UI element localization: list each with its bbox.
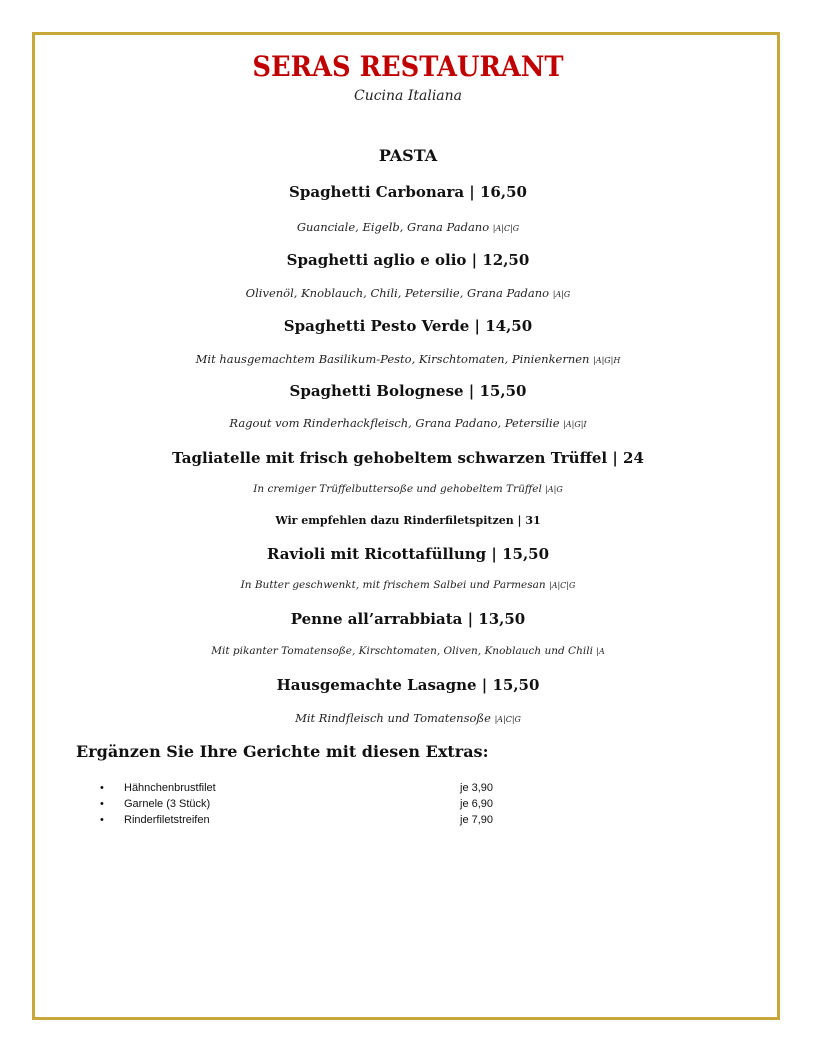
bullet-icon: •: [100, 814, 104, 826]
list-item: [100, 812, 520, 828]
dish-name: Spaghetti aglio e olio | 12,50: [286, 251, 530, 269]
extra-price: je 6,90: [460, 798, 494, 810]
dish-description: Olivenöl, Knoblauch, Chili, Petersilie, Grana Padano |A|G: [245, 286, 571, 300]
dish-description: Mit pikanter Tomatensoße, Kirschtomaten, Oliven, Knoblauch und Chili |A: [211, 645, 605, 657]
dish-name: Spaghetti Carbonara | 16,50: [289, 183, 527, 201]
allergen-codes: |A|C|G: [492, 224, 520, 233]
dish-name: Hausgemachte Lasagne | 15,50: [276, 676, 540, 694]
list-item: [100, 796, 520, 812]
dish-name: Tagliatelle mit frisch gehobeltem schwarzen Trüffel | 24: [172, 449, 644, 467]
allergen-codes: |A|C|G: [494, 715, 521, 724]
recommendation: Wir empfehlen dazu Rinderfiletspitzen | 31: [275, 514, 541, 527]
extra-price: je 3,90: [460, 782, 494, 794]
extra-price: je 7,90: [460, 814, 494, 826]
allergen-codes: |A|C|G: [549, 581, 576, 590]
section-title: PASTA: [378, 146, 438, 165]
extra-name: Hähnchenbrustfilet: [124, 782, 216, 794]
dish-name: Penne all’arrabbiata | 13,50: [290, 610, 526, 628]
dish-description: In Butter geschwenkt, mit frischem Salbei und Parmesan |A|C|G: [240, 579, 576, 591]
dish-description: Mit Rindfleisch und Tomatensoße |A|C|G: [295, 711, 521, 725]
dish-name: Spaghetti Bolognese | 15,50: [289, 382, 527, 400]
allergen-codes: |A|G|I: [563, 420, 587, 429]
dish-description: In cremiger Trüffelbuttersoße und gehobeltem Trüffel |A|G: [253, 483, 563, 495]
bullet-icon: •: [100, 798, 104, 810]
bullet-icon: •: [100, 782, 104, 794]
allergen-codes: |A: [596, 647, 605, 656]
extras-heading: Ergänzen Sie Ihre Gerichte mit diesen Extras:: [76, 742, 489, 761]
extra-name: Garnele (3 Stück): [124, 798, 211, 810]
dish-description: Ragout vom Rinderhackfleisch, Grana Padano, Petersilie |A|G|I: [229, 416, 587, 430]
allergen-codes: |A|G: [552, 290, 571, 299]
dish-name: Spaghetti Pesto Verde | 14,50: [283, 317, 533, 335]
restaurant-name: SERAS RESTAURANT: [252, 50, 564, 83]
dish-description: Guanciale, Eigelb, Grana Padano |A|C|G: [296, 220, 520, 234]
restaurant-tagline: Cucina Italiana: [353, 88, 463, 104]
extra-name: Rinderfiletstreifen: [124, 814, 210, 826]
dish-description: Mit hausgemachtem Basilikum-Pesto, Kirschtomaten, Pinienkernen |A|G|H: [195, 352, 621, 366]
allergen-codes: |A|G: [545, 485, 563, 494]
allergen-codes: |A|G|H: [593, 356, 621, 365]
list-item: [100, 780, 520, 796]
dish-name: Ravioli mit Ricottafüllung | 15,50: [266, 545, 550, 563]
extras-list: [100, 780, 520, 828]
